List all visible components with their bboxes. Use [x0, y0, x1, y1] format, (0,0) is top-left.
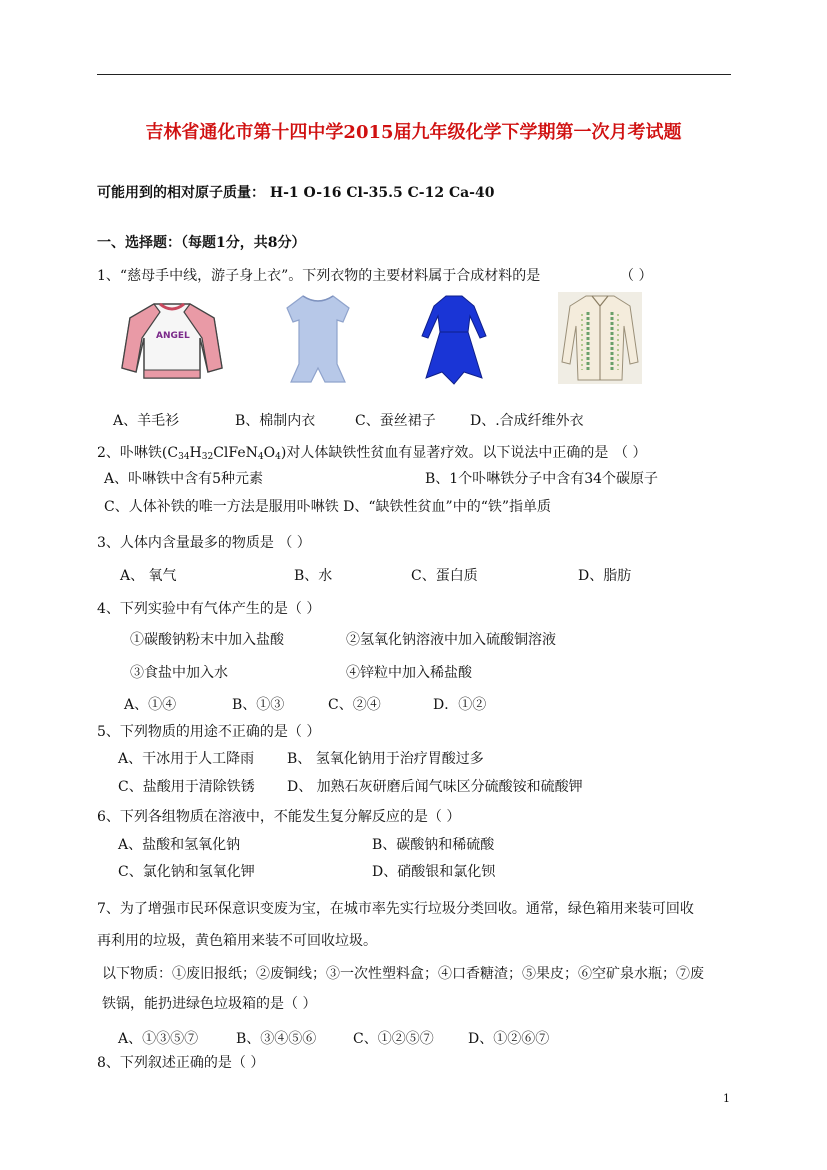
q2-sub-c: 34 — [178, 452, 190, 462]
section-heading: 一、选择题：（每题1分，共8分） — [97, 235, 306, 251]
page-title: 吉林省通化市第十四中学2015届九年级化学下学期第一次月考试题 — [145, 122, 682, 143]
header-rule — [97, 74, 731, 75]
page-number: 1 — [723, 1092, 730, 1105]
q6-option-c: C、氯化钠和氢氧化钾 — [118, 864, 255, 880]
q5-option-a: A、干冰用于人工降雨 — [118, 751, 255, 767]
q6-stem: 6、下列各组物质在溶液中，不能发生复分解反应的是（ ） — [97, 809, 461, 825]
q2-stem-start: 2、卟啉铁(C — [97, 445, 179, 461]
q2-sub-n: 4 — [257, 452, 264, 462]
q2-option-a: A、卟啉铁中含有5种元素 — [104, 471, 264, 487]
q8-stem: 8、下列叙述正确的是（ ） — [97, 1055, 265, 1071]
q7-line-4: 铁锅，能扔进绿色垃圾箱的是（ ） — [102, 996, 317, 1012]
atomic-masses: 可能用到的相对原子质量： H-1 O-16 Cl-35.5 C-12 Ca-40 — [97, 185, 495, 201]
onesie-image — [285, 292, 351, 386]
q2-formula-clfen: ClFeN — [213, 445, 258, 461]
q7-line-2: 再利用的垃圾，黄色箱用来装不可回收垃圾。 — [97, 933, 377, 949]
q2-sub-o: 4 — [275, 452, 281, 462]
q5-option-d: D、 加熟石灰研磨后闻气味区分硫酸铵和硫酸钾 — [287, 779, 583, 795]
sweater-logo-text: ANGEL — [156, 331, 190, 341]
sweater-image — [120, 298, 224, 382]
q2-stem — [97, 442, 608, 462]
q3-stem: 3、人体内含量最多的物质是 （ ） — [97, 535, 311, 551]
q4-option-b: B、①③ — [232, 697, 285, 713]
q4-option-a: A、①④ — [124, 697, 177, 713]
q1-option-b: B、棉制内衣 — [235, 413, 316, 429]
q2-stem-end: )对人体缺铁性贫血有显著疗效。以下说法中正确的是 — [280, 445, 609, 461]
q3-option-d: D、脂肪 — [578, 568, 632, 584]
q2-sub-h: 32 — [201, 452, 214, 462]
q4-item-2: ②氢氧化钠溶液中加入硫酸铜溶液 — [346, 632, 556, 648]
q6-option-b: B、碳酸钠和稀硫酸 — [372, 837, 495, 853]
q5-option-b: B、 氢氧化钠用于治疗胃酸过多 — [287, 751, 484, 767]
q3-option-b: B、水 — [294, 568, 333, 584]
q5-option-c: C、盐酸用于清除铁锈 — [118, 779, 255, 795]
q2-formula-o: O — [263, 445, 276, 461]
q4-item-1: ①碳酸钠粉末中加入盐酸 — [130, 632, 284, 648]
q1-answer-paren: （ ） — [620, 268, 653, 284]
q1-stem: 1、“慈母手中线，游子身上衣”。下列衣物的主要材料属于合成材料的是 — [97, 268, 541, 284]
q1-option-a: A、羊毛衫 — [113, 413, 180, 429]
q4-item-3: ③食盐中加入水 — [130, 665, 228, 681]
q3-option-c: C、蛋白质 — [411, 568, 478, 584]
q7-option-b: B、③④⑤⑥ — [236, 1031, 317, 1047]
q2-answer-paren: （ ） — [614, 445, 647, 461]
q6-option-d: D、硝酸银和氯化钡 — [372, 864, 496, 880]
q2-option-cd: C、人体补铁的唯一方法是服用卟啉铁 D、“缺铁性贫血”中的“铁”指单质 — [104, 499, 552, 515]
q4-option-c: C、②④ — [328, 697, 381, 713]
q1-option-d: D、.合成纤维外衣 — [470, 413, 584, 429]
q7-line-1: 7、为了增强市民环保意识变废为宝，在城市率先实行垃圾分类回收。通常，绿色箱用来装可回收 — [97, 901, 694, 917]
q7-option-c: C、①②⑤⑦ — [353, 1031, 434, 1047]
dress-image — [420, 292, 488, 386]
q5-stem: 5、下列物质的用途不正确的是（ ） — [97, 724, 321, 740]
q4-item-4: ④锌粒中加入稀盐酸 — [346, 665, 472, 681]
q1-option-c: C、蚕丝裙子 — [355, 413, 436, 429]
q2-option-b: B、1个卟啉铁分子中含有34个碳原子 — [425, 471, 659, 487]
q2-formula-h: H — [189, 445, 202, 461]
q4-option-d: D．①② — [433, 697, 487, 713]
q7-line-3: 以下物质：①废旧报纸；②废铜线；③一次性塑料盒；④口香糖渣；⑤果皮；⑥空矿泉水瓶；⑦废 — [102, 966, 704, 982]
q4-stem: 4、下列实验中有气体产生的是（ ） — [97, 601, 321, 617]
q6-option-a: A、盐酸和氢氧化钠 — [118, 837, 241, 853]
q3-option-a: A、 氧气 — [120, 568, 177, 584]
shirt-image — [558, 292, 642, 384]
q7-option-a: A、①③⑤⑦ — [118, 1031, 199, 1047]
q7-option-d: D、①②⑥⑦ — [468, 1031, 550, 1047]
